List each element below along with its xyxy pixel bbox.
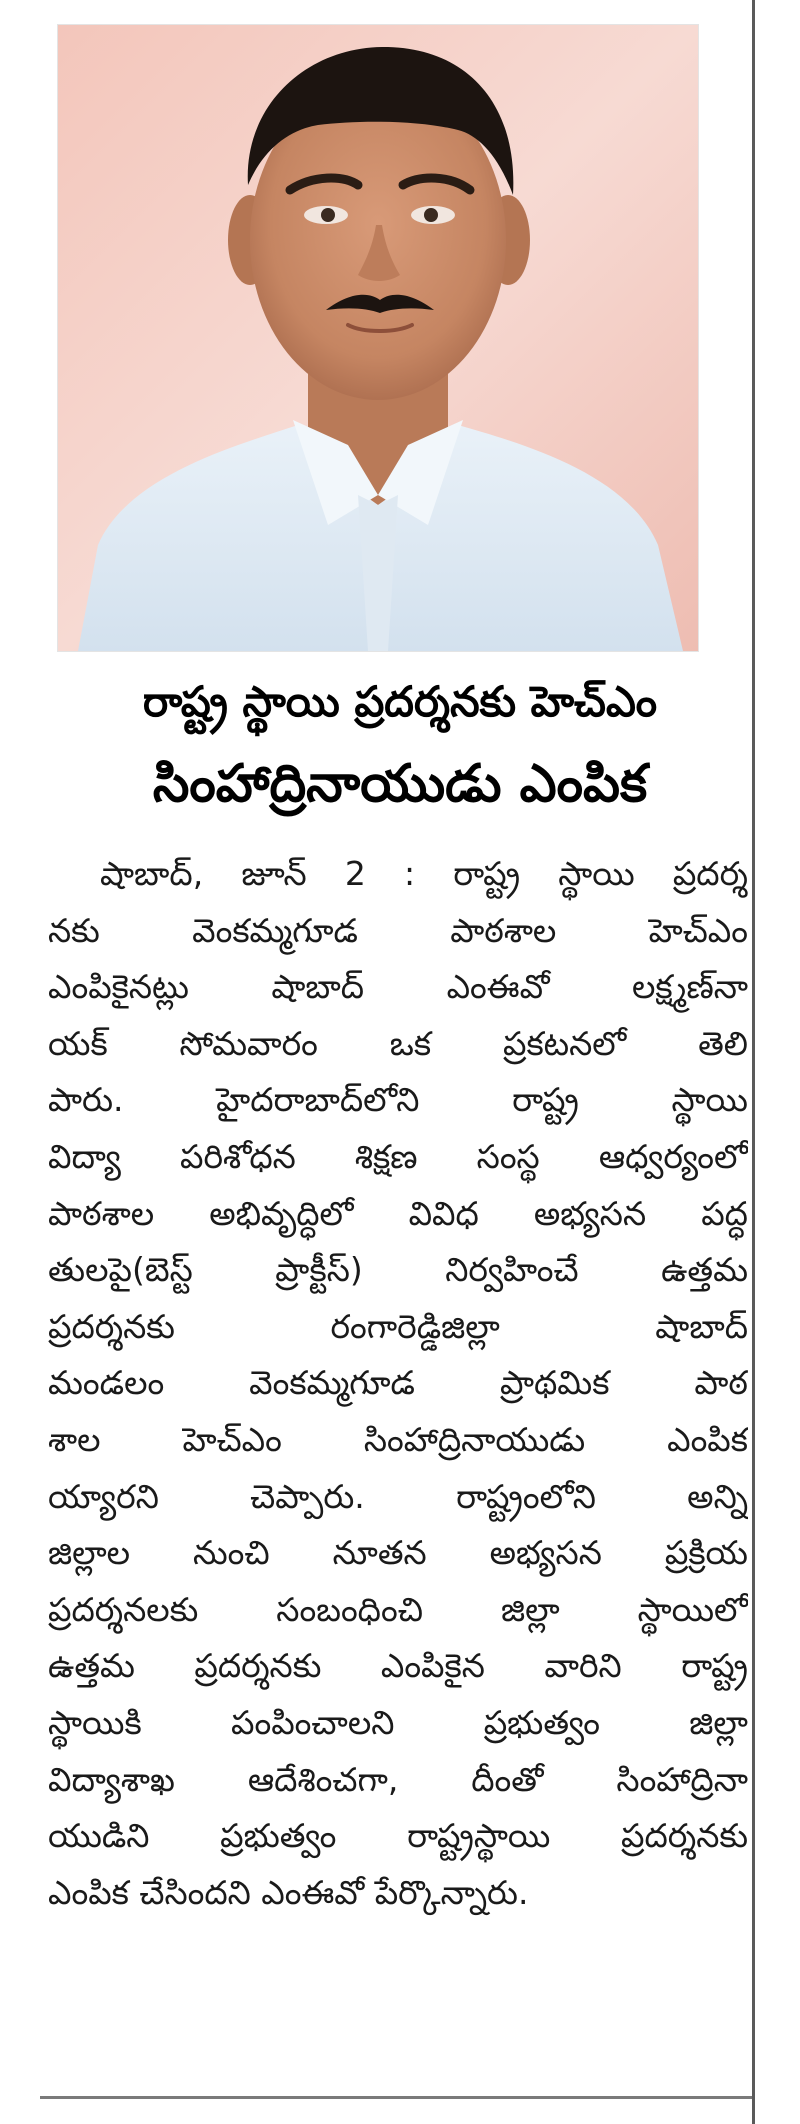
- body-line: యుడిని ప్రభుత్వం రాష్ట్రస్థాయి ప్రదర్శనకు: [48, 1816, 748, 1856]
- body-line: యక్ సోమవారం ఒక ప్రకటనలో తెలి: [48, 1023, 748, 1063]
- body-line: ప్రదర్శనలకు సంబంధించి జిల్లా స్థాయిలో: [48, 1589, 748, 1629]
- portrait-illustration: [58, 25, 698, 651]
- body-line: మండలం వెంకమ్మగూడ ప్రాథమిక పాఠ: [48, 1363, 748, 1403]
- body-line: య్యారని చెప్పారు. రాష్ట్రంలోని అన్ని: [48, 1476, 748, 1516]
- body-line: తులపై(బెస్ట్ ప్రాక్టీస్) నిర్వహించే ఉత్తమ: [48, 1250, 748, 1290]
- body-line: పాఠశాల అభివృద్ధిలో వివిధ అభ్యసన పద్ధ: [48, 1193, 748, 1233]
- body-line: శాల హెచ్‌ఎం సింహాద్రినాయుడు ఎంపిక: [48, 1419, 748, 1459]
- body-line: పారు. హైదరాబాద్‌లోని రాష్ట్ర స్థాయి: [48, 1080, 748, 1120]
- body-line: ఎంపిక చేసిందని ఎంఈవో పేర్కొన్నారు.: [48, 1872, 529, 1912]
- column-divider: [752, 0, 755, 2124]
- body-line: ప్రదర్శనకు రంగారెడ్డిజిల్లా షాబాద్: [48, 1306, 748, 1346]
- portrait-photo: [57, 24, 699, 652]
- body-line: ఉత్తమ ప్రదర్శనకు ఎంపికైన వారిని రాష్ట్ర: [48, 1646, 748, 1686]
- body-line: జిల్లాల నుంచి నూతన అభ్యసన ప్రక్రియ: [48, 1533, 748, 1573]
- headline-line-1: రాష్ట్ర స్థాయి ప్రదర్శనకు హెచ్‌ఎం: [142, 677, 658, 726]
- body-line: విద్యా పరిశోధన శిక్షణ సంస్థ ఆధ్వర్యంలో: [48, 1136, 748, 1176]
- body-line: స్థాయికి పంపించాలని ప్రభుత్వం జిల్లా: [48, 1702, 748, 1742]
- article-body: [48, 846, 748, 1921]
- body-line: ఎంపికైనట్లు షాబాద్ ఎంఈవో లక్ష్మణ్‌నా: [48, 967, 748, 1007]
- body-line: విద్యాశాఖ ఆదేశించగా, దీంతో సింహాద్రినా: [48, 1759, 748, 1799]
- body-line: షాబాద్, జూన్ 2 : రాష్ట్ర స్థాయి ప్రదర్శ: [100, 854, 748, 893]
- body-line: నకు వెంకమ్మగూడ పాఠశాల హెచ్‌ఎం: [48, 910, 748, 950]
- bottom-divider: [40, 2096, 752, 2099]
- headline-line-2: సింహాద్రినాయుడు ఎంపిక: [152, 754, 648, 814]
